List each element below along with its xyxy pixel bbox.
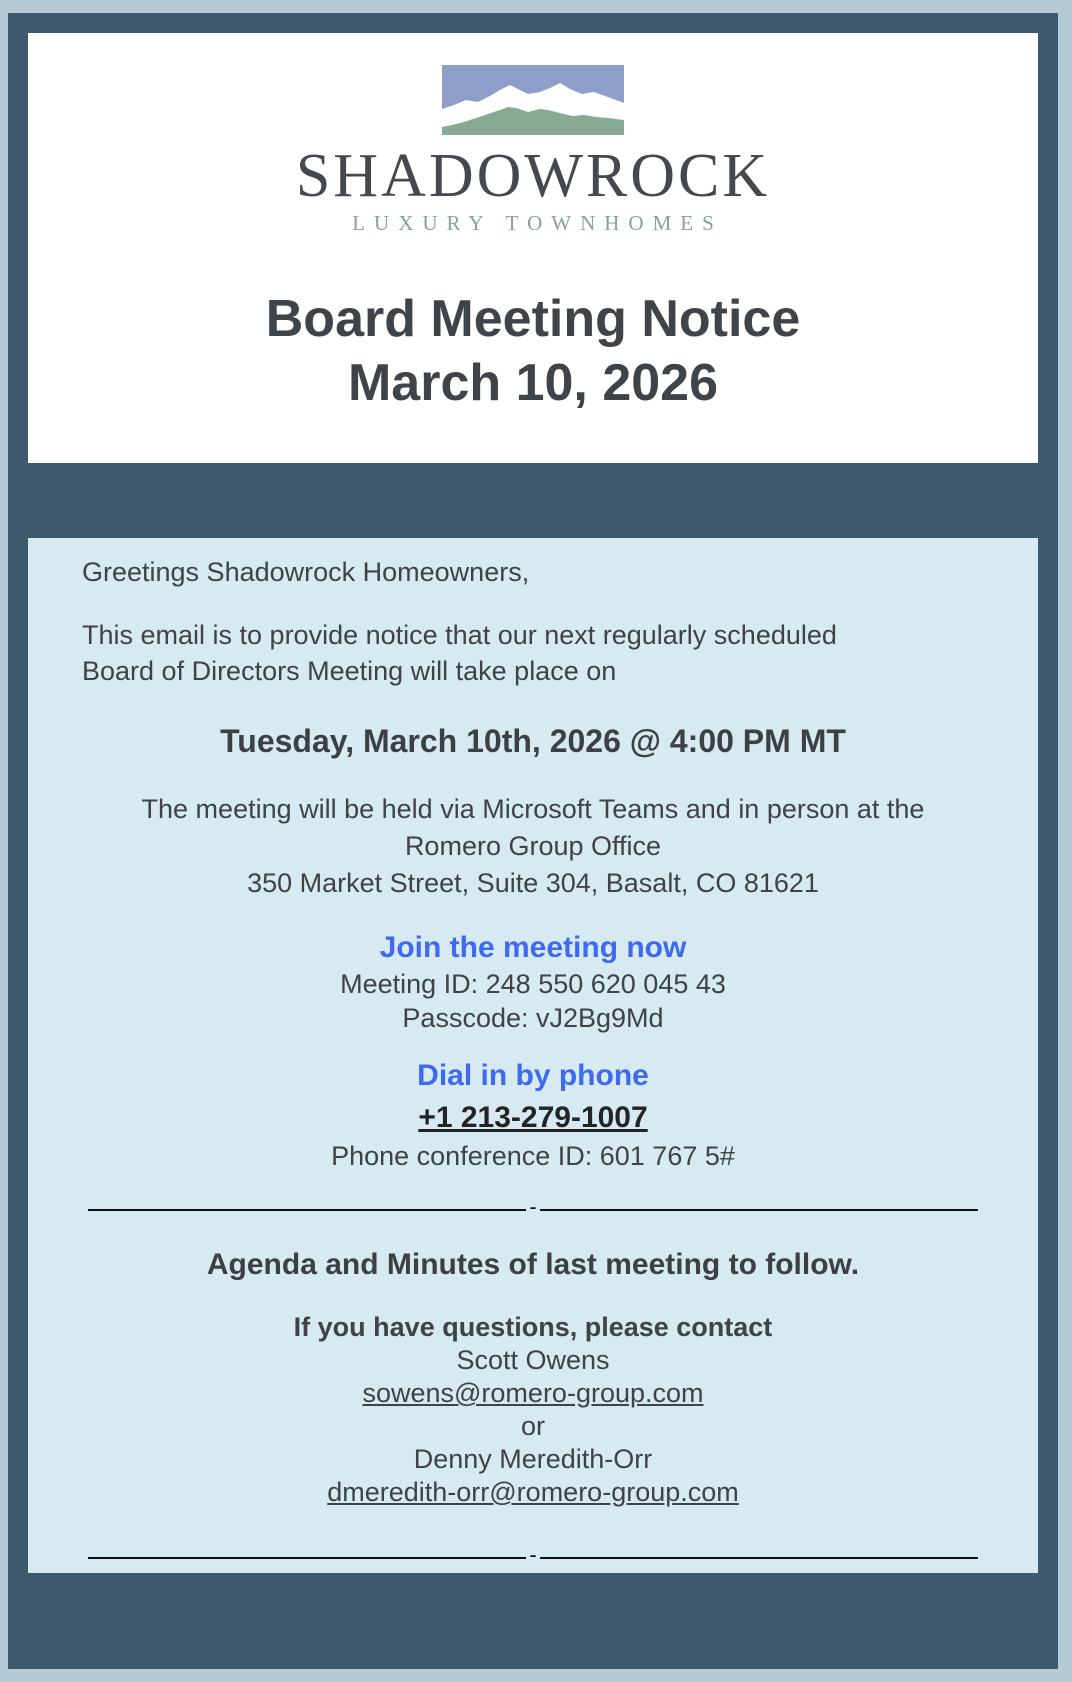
contact2-email-link[interactable]: dmeredith-orr@romero-group.com xyxy=(327,1477,739,1507)
divider-line-left xyxy=(88,1209,526,1211)
header-panel xyxy=(28,33,1038,463)
contact-heading: If you have questions, please contact xyxy=(293,1312,773,1342)
divider-line-right xyxy=(540,1557,978,1559)
email-frame xyxy=(8,13,1058,1669)
notice-title xyxy=(28,287,1038,415)
content-panel xyxy=(28,538,1038,1573)
dial-in-heading: Dial in by phone xyxy=(417,1059,649,1092)
location-line3: 350 Market Street, Suite 304, Basalt, CO 81621 xyxy=(247,868,819,898)
contact1-name: Scott Owens xyxy=(456,1345,610,1375)
meeting-datetime: Tuesday, March 10th, 2026 @ 4:00 PM MT xyxy=(220,723,846,759)
contact-block xyxy=(82,1311,984,1509)
phone-number-line xyxy=(82,1101,984,1135)
meeting-location xyxy=(82,791,984,902)
phone-conference-id: Phone conference ID: 601 767 5# xyxy=(331,1141,735,1171)
divider-dash: - xyxy=(529,1194,537,1219)
intro-line2: Board of Directors Meeting will take place on xyxy=(82,656,617,686)
location-line2: Romero Group Office xyxy=(404,831,662,861)
brand-name: SHADOWROCK xyxy=(295,142,771,210)
passcode: Passcode: vJ2Bg9Md xyxy=(402,1003,664,1033)
intro-line1: This email is to provide notice that our next regularly scheduled xyxy=(82,620,837,650)
join-meeting-link[interactable]: Join the meeting now xyxy=(379,931,687,964)
divider-line-left xyxy=(88,1557,526,1559)
notice-title-line2: March 10, 2026 xyxy=(347,354,719,412)
contact1-email-link[interactable]: sowens@romero-group.com xyxy=(362,1378,704,1408)
divider-line-right xyxy=(540,1209,978,1211)
meeting-id: Meeting ID: 248 550 620 045 43 xyxy=(340,969,726,999)
join-meeting-heading xyxy=(82,929,984,967)
divider-dash: - xyxy=(529,1542,537,1567)
notice-title-line1: Board Meeting Notice xyxy=(265,290,801,348)
contact-or: or xyxy=(520,1411,545,1441)
brand-tagline: LUXURY TOWNHOMES xyxy=(352,211,723,235)
divider-bottom xyxy=(88,1542,978,1567)
agenda-note: Agenda and Minutes of last meeting to follow. xyxy=(206,1248,860,1281)
meeting-credentials xyxy=(82,967,984,1035)
mountain-logo-icon xyxy=(442,65,624,135)
intro-text xyxy=(82,617,984,689)
contact2-name: Denny Meredith-Orr xyxy=(413,1444,653,1474)
location-line1: The meeting will be held via Microsoft Teams and in person at the xyxy=(141,794,925,824)
greeting-text: Greetings Shadowrock Homeowners, xyxy=(82,557,530,587)
phone-number-link[interactable]: +1 213-279-1007 xyxy=(418,1101,648,1134)
divider-top xyxy=(88,1194,978,1219)
